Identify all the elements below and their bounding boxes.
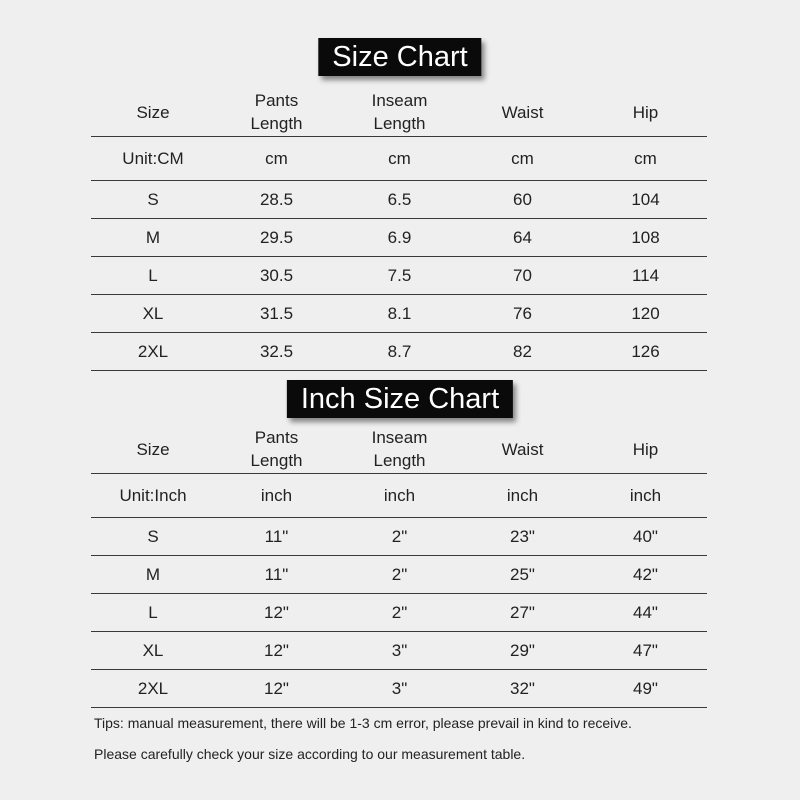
header-cell: Waist [501,439,544,459]
table-cell: 2" [391,565,408,584]
table-cell: 28.5 [259,190,294,209]
unit-cell: Unit:CM [122,149,184,168]
size-chart-title: Size Chart [318,38,481,76]
table-cell: 8.1 [387,304,412,323]
table-row [91,219,707,257]
table-cell: 25" [510,565,535,584]
table-cell: 6.5 [387,190,412,209]
table-cell: 3" [391,641,408,660]
measurement-tip: Tips: manual measurement, there will be 1-3 cm error, please prevail in kind to receive. [94,715,632,731]
size-check-note: Please carefully check your size according to our measurement table. [94,746,526,762]
table-row [91,670,707,708]
unit-row [91,137,707,181]
table-cell: 23" [510,527,535,546]
table-cell: 60 [513,190,532,209]
header-row [91,88,707,137]
header-cell: Pants Length [250,91,303,133]
table-cell: 49" [633,679,658,698]
table-cell: 12" [264,641,289,660]
table-cell: 76 [513,304,532,323]
table-row [91,295,707,333]
header-cell: Size [136,439,170,459]
unit-cell: inch [383,486,416,505]
table-cell: 40" [633,527,658,546]
table-cell: 29" [510,641,535,660]
table-cell: L [148,603,158,622]
header-cell: Inseam Length [371,428,428,470]
header-row [91,425,707,474]
unit-cell: cm [634,149,657,168]
table-cell: 12" [264,603,289,622]
inch-size-table [91,425,707,708]
table-cell: 2XL [137,679,169,698]
cm-size-table [91,88,707,371]
header-cell: Waist [501,102,544,122]
table-cell: S [147,527,159,546]
table-cell: 8.7 [387,342,412,361]
header-cell: Hip [632,102,659,122]
unit-cell: cm [388,149,411,168]
table-cell: 2" [391,603,408,622]
table-cell: 29.5 [259,228,294,247]
table-cell: 32.5 [259,342,294,361]
table-row [91,333,707,371]
table-row [91,257,707,295]
table-cell: 3" [391,679,408,698]
unit-cell: inch [260,486,293,505]
table-row [91,518,707,556]
table-cell: 7.5 [387,266,412,285]
table-cell: 104 [631,190,660,209]
table-cell: 2XL [137,342,169,361]
header-cell: Pants Length [250,428,303,470]
header-cell: Size [136,102,170,122]
table-cell: 30.5 [259,266,294,285]
table-cell: M [145,228,161,247]
table-cell: 44" [633,603,658,622]
table-cell: 6.9 [387,228,412,247]
table-cell: XL [142,304,164,323]
table-cell: 82 [513,342,532,361]
table-cell: 114 [631,266,660,285]
table-cell: XL [142,641,164,660]
table-cell: 12" [264,679,289,698]
table-cell: 32" [510,679,535,698]
table-cell: 31.5 [259,304,294,323]
table-cell: L [148,266,158,285]
table-cell: 42" [633,565,658,584]
table-cell: 70 [513,266,532,285]
header-cell: Hip [632,439,659,459]
table-cell: M [145,565,161,584]
inch-size-chart-title: Inch Size Chart [287,380,513,418]
table-row [91,181,707,219]
table-cell: 11" [264,565,289,584]
unit-cell: inch [506,486,539,505]
unit-cell: cm [511,149,534,168]
table-row [91,594,707,632]
table-cell: 2" [391,527,408,546]
unit-row [91,474,707,518]
table-cell: 120 [631,304,660,323]
table-cell: 108 [631,228,660,247]
unit-cell: cm [265,149,288,168]
table-cell: 47" [633,641,658,660]
table-cell: 126 [631,342,660,361]
table-cell: 27" [510,603,535,622]
table-cell: 11" [264,527,289,546]
table-row [91,632,707,670]
header-cell: Inseam Length [371,91,428,133]
unit-cell: inch [629,486,662,505]
table-cell: S [147,190,159,209]
table-row [91,556,707,594]
table-cell: 64 [513,228,532,247]
unit-cell: Unit:Inch [119,486,187,505]
